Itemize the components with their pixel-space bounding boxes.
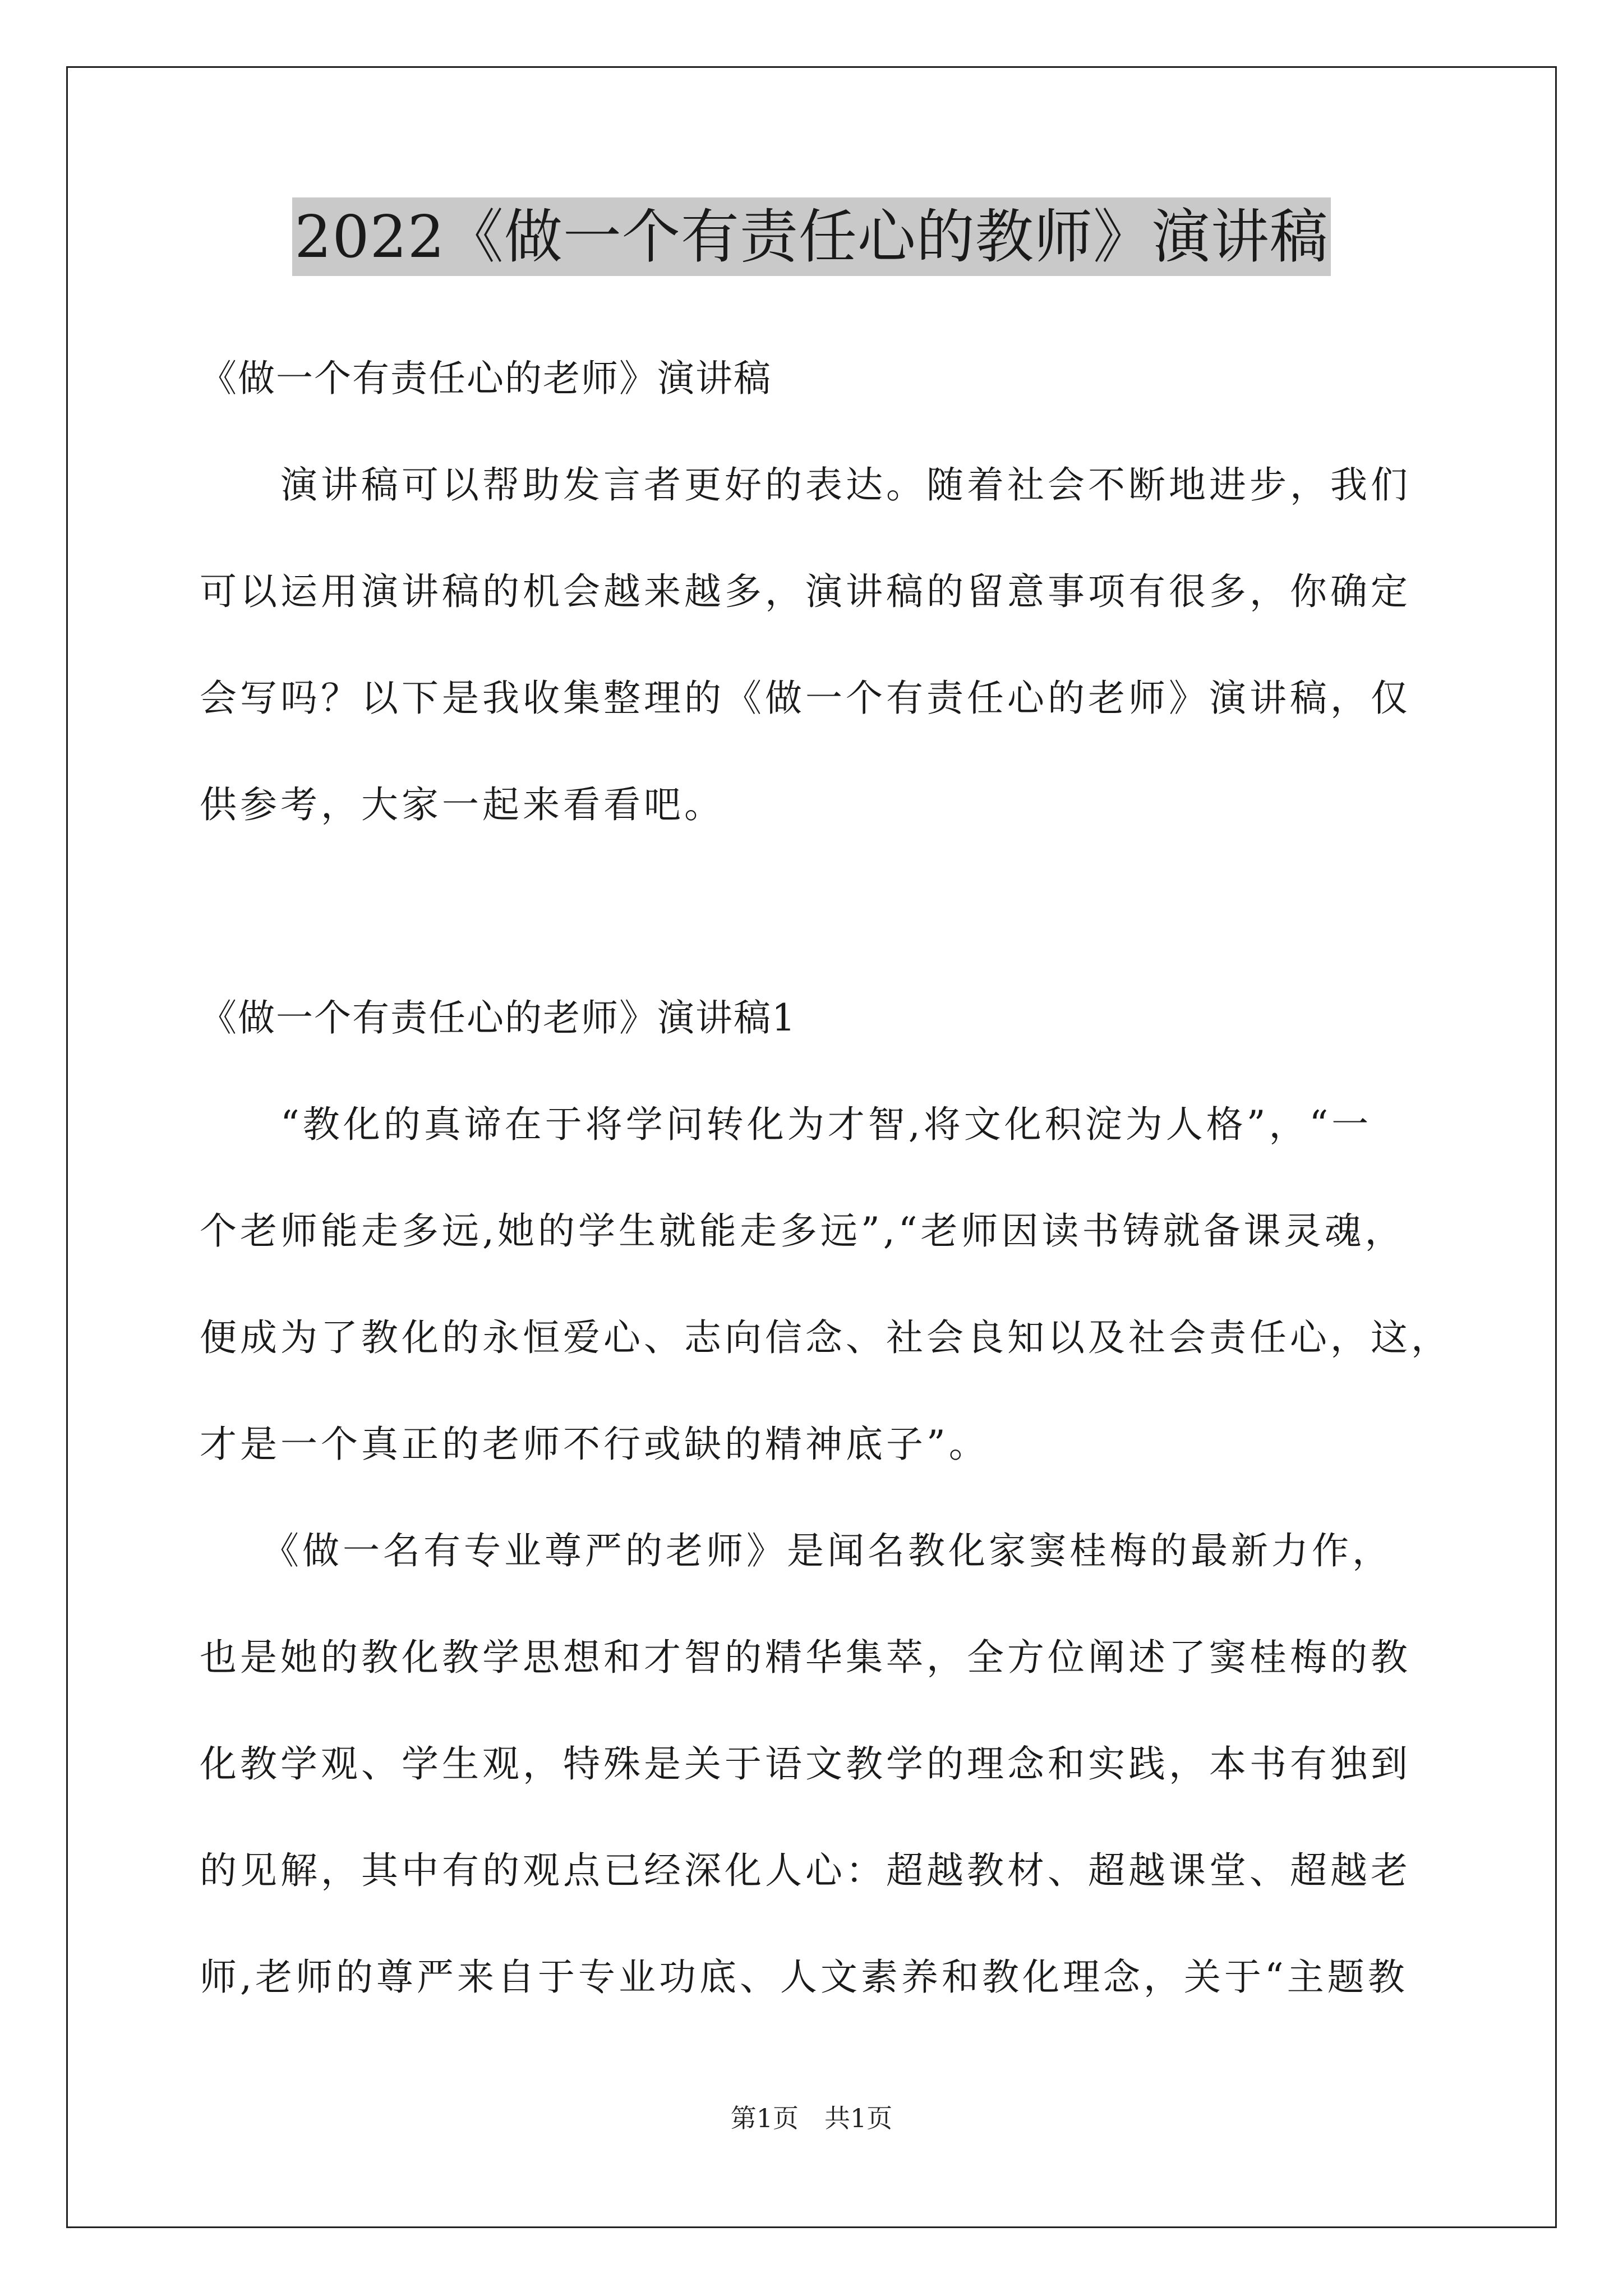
paragraph-line: 才是一个真正的老师不行或缺的精神底子”。: [200, 1423, 989, 1466]
paragraph-line: 供参考，大家一起来看看吧。: [200, 783, 725, 826]
paragraph-line: 个老师能走多远,她的学生就能走多远”,“老师因读书铸就备课灵魂，: [200, 1209, 1405, 1253]
paragraph-line: “教化的真谛在于将学问转化为才智,将文化积淀为人格”，“一: [200, 1103, 1372, 1146]
document-title: 2022《做一个有责任心的教师》演讲稿: [292, 197, 1331, 276]
page-footer: 第1页 共1页: [730, 2103, 893, 2133]
title-container: [0, 197, 1623, 276]
paragraph-line: 可以运用演讲稿的机会越来越多，演讲稿的留意事项有很多，你确定: [200, 570, 1411, 613]
section-heading: 《做一个有责任心的老师》演讲稿1: [200, 996, 796, 1039]
paragraph-line: 会写吗？以下是我收集整理的《做一个有责任心的老师》演讲稿，仅: [200, 677, 1411, 720]
paragraph-line: 也是她的教化教学思想和才智的精华集萃，全方位阐述了窦桂梅的教: [200, 1636, 1411, 1679]
paragraph-line: 师,老师的尊严来自于专业功底、人文素养和教化理念，关于“主题教: [200, 1955, 1408, 1999]
paragraph-line: 便成为了教化的永恒爱心、志向信念、社会良知以及社会责任心，这，: [200, 1316, 1451, 1359]
paragraph-line: 《做一名有专业尊严的老师》是闻名教化家窦桂梅的最新力作，: [200, 1529, 1393, 1572]
subtitle-heading: 《做一个有责任心的老师》演讲稿: [200, 357, 772, 400]
paragraph-line: 化教学观、学生观，特殊是关于语文教学的理念和实践，本书有独到: [200, 1742, 1411, 1786]
paragraph-line: 的见解，其中有的观点已经深化人心：超越教材、超越课堂、超越老: [200, 1849, 1411, 1892]
paragraph-line: 演讲稿可以帮助发言者更好的表达。随着社会不断地进步，我们: [200, 463, 1411, 507]
